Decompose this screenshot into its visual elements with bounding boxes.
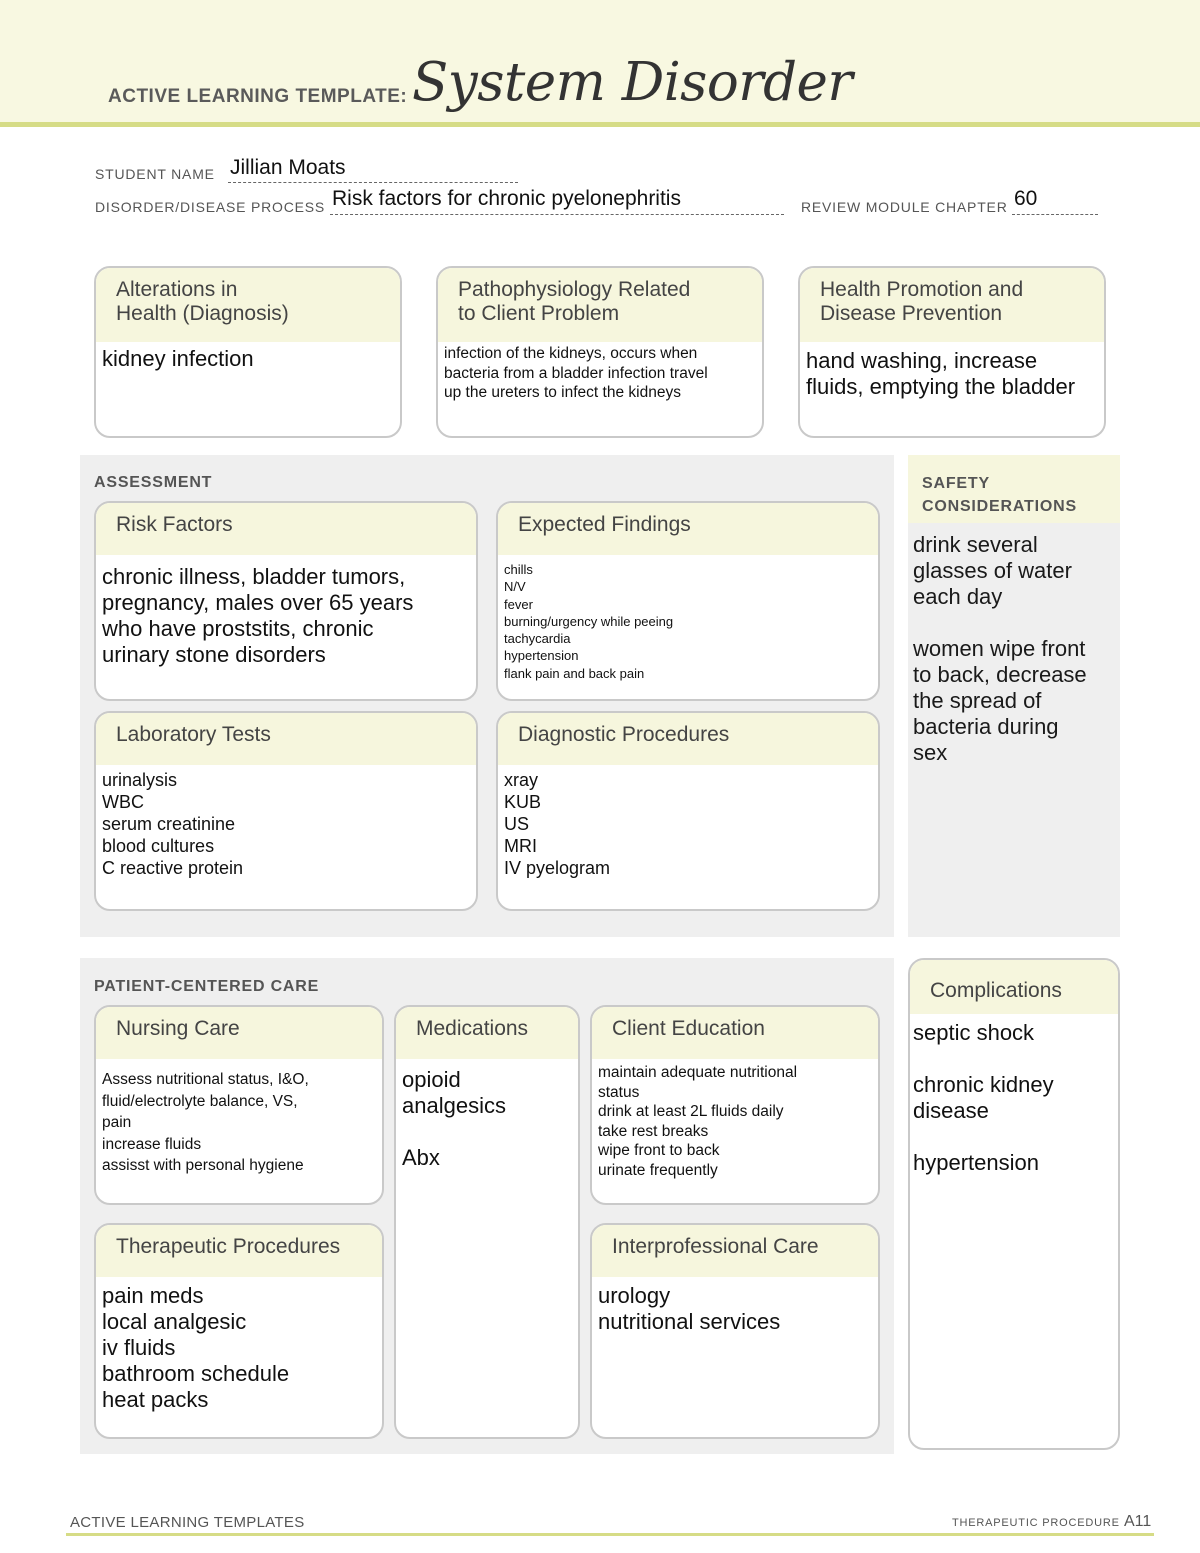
complications-title: Complications	[910, 960, 1118, 1014]
expected-findings-text[interactable]: chills N/V fever burning/urgency while peeing tachycardia hypertension flank pain and back pain	[504, 562, 674, 681]
therapeutic-procedures-box	[94, 1223, 384, 1439]
patient-care-title: PATIENT-CENTERED CARE	[94, 978, 320, 995]
client-education-text[interactable]: maintain adequate nutritional status drink at least 2L fluids daily take rest breaks wipe front to back urinate frequently	[598, 1064, 798, 1179]
medications-box	[394, 1005, 580, 1439]
diagnostic-procedures-text[interactable]: xray KUB US MRI IV pyelogram	[504, 770, 611, 878]
safety-title: SAFETY CONSIDERATIONS	[922, 475, 1077, 515]
student-name-label: STUDENT NAME	[95, 166, 215, 182]
risk-factors-title: Risk Factors	[96, 503, 476, 555]
laboratory-tests-box	[94, 711, 478, 911]
pathophysiology-box	[436, 266, 764, 438]
pathophysiology-title: Pathophysiology Related to Client Problem	[438, 268, 762, 342]
alterations-text[interactable]: kidney infection	[102, 346, 254, 371]
health-promotion-text[interactable]: hand washing, increase fluids, emptying the bladder	[806, 348, 1076, 399]
medications-title: Medications	[396, 1007, 578, 1059]
alterations-title: Alterations in Health (Diagnosis)	[96, 268, 400, 342]
page-title: System Disorder	[412, 52, 853, 113]
complications-text[interactable]: septic shock chronic kidney disease hypertension	[913, 1020, 1054, 1175]
laboratory-tests-title: Laboratory Tests	[96, 713, 476, 765]
chapter-field[interactable]: 60	[1012, 187, 1098, 215]
safety-text[interactable]: drink several glasses of water each day women wipe front to back, decrease the spread of bacteria during sex	[913, 532, 1087, 765]
client-education-title: Client Education	[592, 1007, 878, 1059]
client-education-box	[590, 1005, 880, 1205]
student-name-field[interactable]: Jillian Moats	[228, 156, 518, 183]
expected-findings-box	[496, 501, 880, 701]
disorder-field[interactable]: Risk factors for chronic pyelonephritis	[330, 187, 784, 215]
footer-section-label: THERAPEUTIC PROCEDURE	[952, 1517, 1120, 1529]
risk-factors-box	[94, 501, 478, 701]
footer-page-number: A11	[1124, 1513, 1152, 1530]
template-label: ACTIVE LEARNING TEMPLATE:	[108, 86, 408, 107]
footer-left: ACTIVE LEARNING TEMPLATES	[70, 1514, 305, 1531]
therapeutic-procedures-title: Therapeutic Procedures	[96, 1225, 382, 1277]
interprofessional-care-text[interactable]: urology nutritional services	[598, 1283, 781, 1334]
nursing-care-title: Nursing Care	[96, 1007, 382, 1059]
medications-text[interactable]: opioid analgesics Abx	[402, 1067, 506, 1170]
health-promotion-title: Health Promotion and Disease Prevention	[800, 268, 1104, 342]
laboratory-tests-text[interactable]: urinalysis WBC serum creatinine blood cultures C reactive protein	[102, 770, 244, 878]
interprofessional-care-box	[590, 1223, 880, 1439]
therapeutic-procedures-text[interactable]: pain meds local analgesic iv fluids bathroom schedule heat packs	[102, 1283, 290, 1412]
nursing-care-text[interactable]: Assess nutritional status, I&O, fluid/electrolyte balance, VS, pain increase fluids assisst with personal hygiene	[102, 1071, 309, 1174]
complications-box	[908, 958, 1120, 1450]
assessment-title: ASSESSMENT	[94, 474, 213, 491]
chapter-label: REVIEW MODULE CHAPTER	[801, 199, 1008, 215]
interprofessional-care-title: Interprofessional Care	[592, 1225, 878, 1277]
risk-factors-text[interactable]: chronic illness, bladder tumors, pregnancy, males over 65 years who have proststits, chronic urinary stone disorders	[102, 564, 414, 667]
disorder-label: DISORDER/DISEASE PROCESS	[95, 199, 326, 215]
footer-divider	[66, 1533, 1154, 1536]
header-divider	[0, 122, 1200, 127]
health-promotion-box	[798, 266, 1106, 438]
pathophysiology-text[interactable]: infection of the kidneys, occurs when bacteria from a bladder infection travel up the ureters to infect the kidneys	[444, 345, 708, 401]
nursing-care-box	[94, 1005, 384, 1205]
expected-findings-title: Expected Findings	[498, 503, 878, 555]
diagnostic-procedures-box	[496, 711, 880, 911]
alterations-in-health-box	[94, 266, 402, 438]
diagnostic-procedures-title: Diagnostic Procedures	[498, 713, 878, 765]
